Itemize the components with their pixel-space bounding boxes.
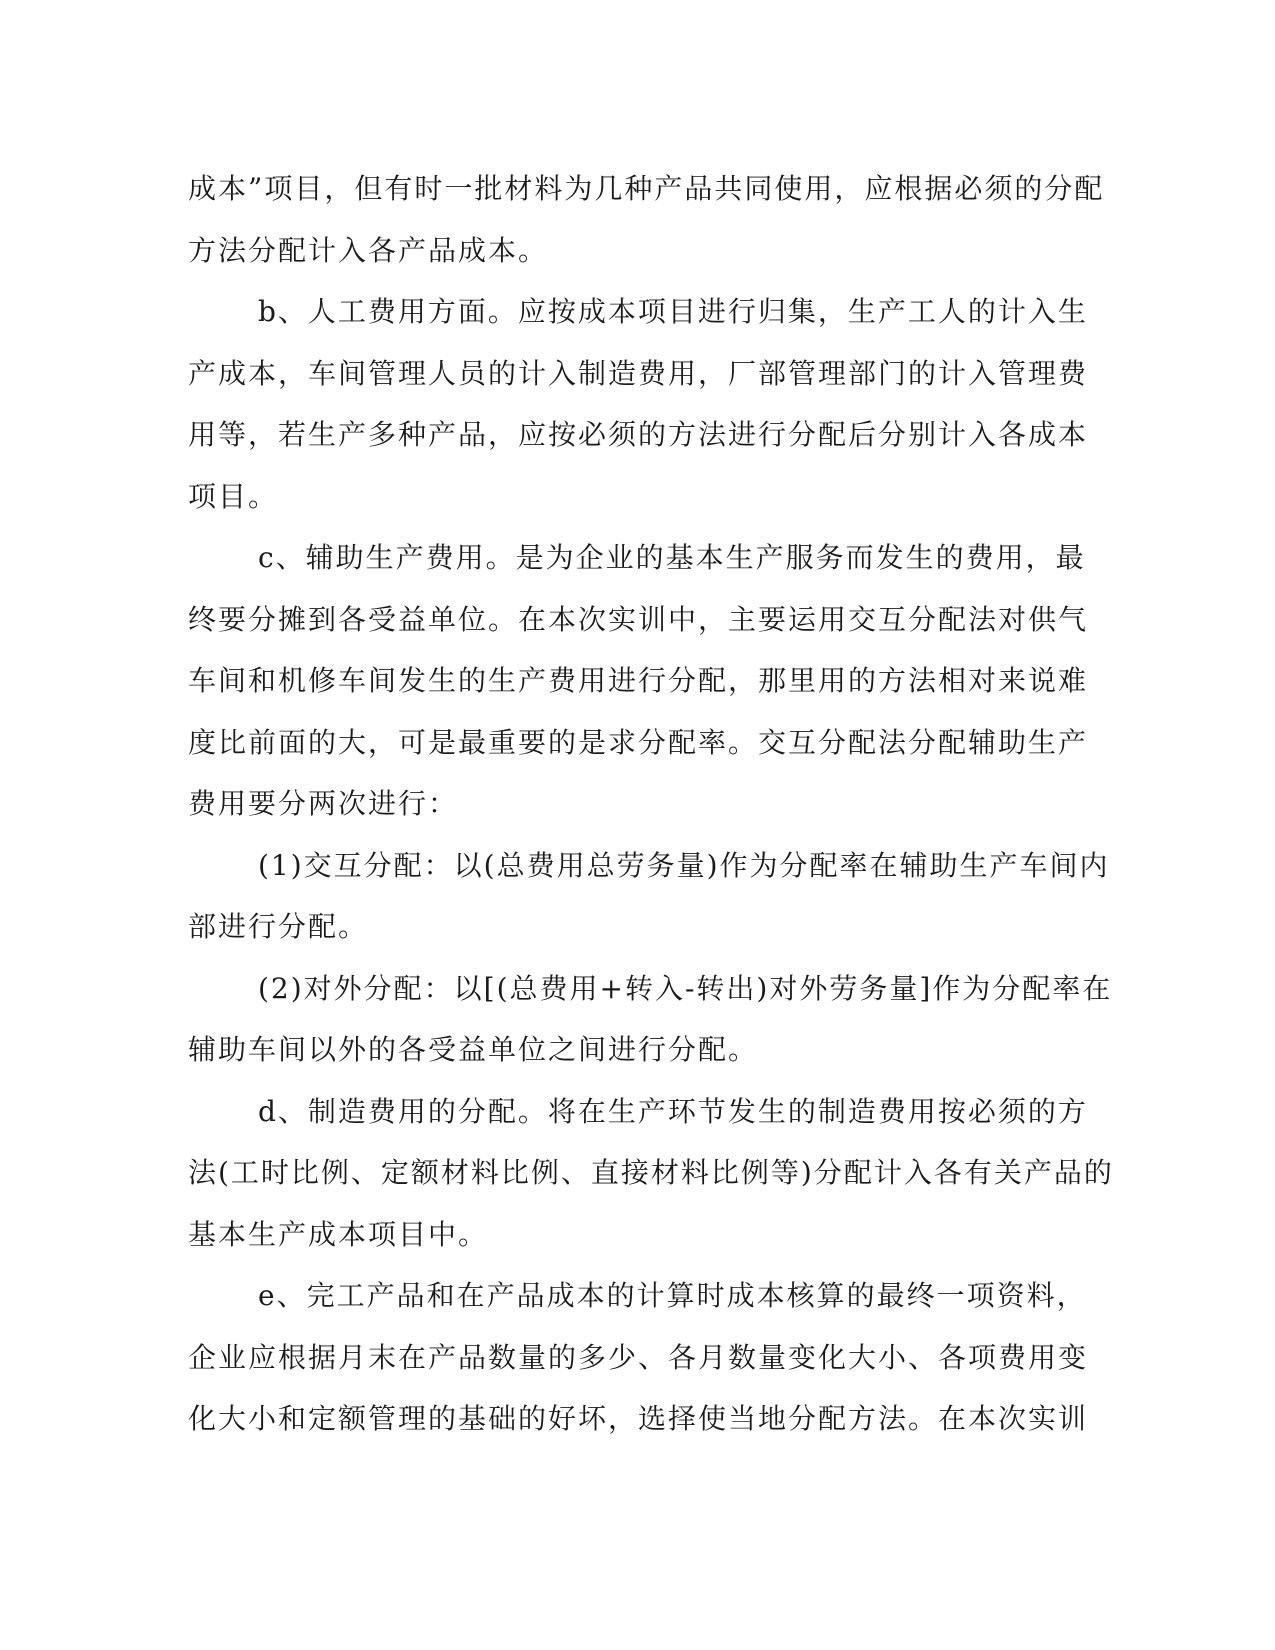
text-line: 费用要分两次进行： [188,787,459,820]
text-line: 车间和机修车间发生的生产费用进行分配，那里用的方法相对来说难 [188,664,1089,697]
text-line: d、制造费用的分配。将在生产环节发生的制造费用按必须的方 [258,1094,1088,1128]
text-line: 项目。 [188,479,279,513]
text-line: 产成本，车间管理人员的计入制造费用，厂部管理部门的计入管理费 [188,356,1089,390]
text-line: 部进行分配。 [188,910,369,943]
paragraph-finished-products [188,1265,1089,1450]
text-line: 用等，若生产多种产品，应按必须的方法进行分配后分别计入各成本 [188,418,1089,451]
text-line: 化大小和定额管理的基础的好坏，选择使当地分配方法。在本次实训 [188,1402,1089,1435]
text-line: 基本生产成本项目中。 [188,1217,489,1251]
text-line: 终要分摊到各受益单位。在本次实训中，主要运用交互分配法对供气 [188,602,1089,636]
paragraph-material-cost-continued [188,158,1105,281]
text-line: e、完工产品和在产品成本的计算时成本核算的最终一项资料， [258,1279,1087,1312]
text-line: 度比前面的大，可是最重要的是求分配率。交互分配法分配辅助生产 [188,725,1089,759]
text-line: 辅助车间以外的各受益单位之间进行分配。 [188,1033,759,1066]
paragraph-overhead-allocation [188,1081,1114,1266]
text-line: 法(工时比例、定额材料比例、直接材料比例等)分配计入各有关产品的 [188,1156,1114,1189]
paragraph-labor-cost [188,281,1089,527]
text-line: b、人工费用方面。应按成本项目进行归集，生产工人的计入生 [258,295,1088,328]
text-line: (1)交互分配：以(总费用总劳务量)作为分配率在辅助生产车间内 [258,848,1110,882]
text-line: 成本”项目，但有时一批材料为几种产品共同使用，应根据必须的分配 [188,172,1105,205]
paragraph-auxiliary-cost [188,527,1089,835]
text-line: (2)对外分配：以[(总费用+转入-转出)对外劳务量]作为分配率在 [258,971,1113,1005]
text-line: 企业应根据月末在产品数量的多少、各月数量变化大小、各项费用变 [188,1340,1089,1374]
text-line: c、辅助生产费用。是为企业的基本生产服务而发生的费用，最 [258,541,1086,574]
paragraph-internal-allocation [188,835,1110,958]
text-line: 方法分配计入各产品成本。 [188,233,549,267]
paragraph-external-allocation [188,958,1113,1081]
body-text [188,158,1114,1450]
